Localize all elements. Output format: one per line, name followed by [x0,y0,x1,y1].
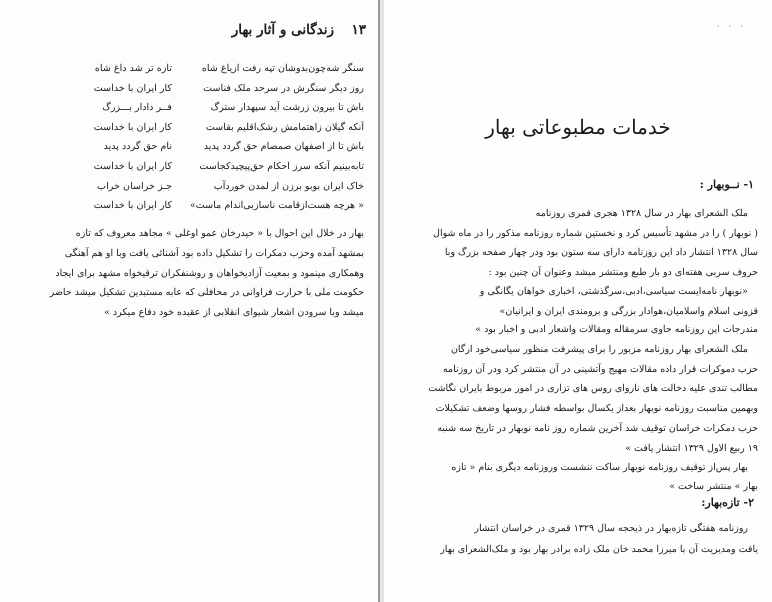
running-title: زندگانی و آثار بهار [231,22,334,38]
print-marks: · · · [716,22,746,32]
verse-first-hemistich: سنگر شه‌چون‌بدوشان تپه رفت ازیاغ شاه [201,63,364,74]
verse-second-hemistich: تازه تر شد داغ شاه [94,63,172,74]
text-line: حکومت ملی با حرارت فراوانی در محافلی که عابه مستبدین تشکیل میشد حاضر [49,287,364,299]
text-line: ملک الشعرای بهار روزنامه مزبور را برای پیشرفت منظور سیاسی‌خود ارگان [450,343,748,355]
verse-first-hemistich: باش تا از اصفهان صمصام حق گردد پدید [203,141,364,153]
left-page [0,0,378,602]
verse-first-hemistich: تابه‌بینیم آنکه سرز احکام حق‌پیچیدکجاست [199,160,364,172]
verse-second-hemistich: کار ایران با خداست [93,200,172,212]
text-line: سال ۱۳۲۸ انتشار داد این روزنامه دارای سه ستون بود ودر چهار صفحه بزرگ وبا [444,247,758,259]
verse [14,177,364,197]
verse [14,59,364,79]
verse-first-hemistich: روز دیگر سنگرش در سرحد ملک فناست [203,82,364,94]
text-line: روزنامه هفتگی تازه‌بهار در ذیحجه سال ۱۳۲۹ قمری در خراسان انتشار [474,523,748,534]
section-heading: ۱- نــوبهار : [699,178,754,191]
text-line: حزب دمکرات خراسان توقیف شد آخرین شماره روز نامه نوبهار در تاریخ سه شنبه [437,422,758,434]
section-heading: ۲- تازه‌بهار: [701,496,754,509]
text-line: حروف سربی هفته‌ای دو بار طبع ومنتشر میشد وعنوان آن چنین بود : [488,266,758,278]
text-line: حزب دموکرات قرار داده مقالات مهیج وآتشینی در آن منتشر کرد ودر آن روزنامه [442,363,758,375]
text-line: بهار پس‌از توقیف روزنامه نوبهار ساکت ننشست وروزنامه دیگری بنام « تازه [451,462,748,473]
text-line: یافت ومدیریت آن با میرزا محمد خان ملک زاده برادر بهار بود و ملک‌الشعرای بهار [440,543,758,555]
text-line: ( نوبهار ) را در مشهد تأسیس کرد و نخستین شماره روزنامه مذکور را در ماه شوال [433,227,758,239]
section-paragraph [398,458,758,496]
verse-first-hemistich: باش تا بیرون زرشت آید سپهدار سترگ [210,102,364,114]
verse-second-hemistich: نام حق گردد پدید [103,141,172,153]
verse-second-hemistich: کار ایران با خداست [93,82,172,94]
text-line: مندرجات این روزنامه حاوی سرمقاله ومقالات واشعار ادبی و اخبار بود » [475,324,758,335]
left-prose [10,224,364,323]
verse-second-hemistich: کار ایران با خداست [93,121,172,133]
poem [14,59,364,216]
verse-first-hemistich: خاک ایران بوبو برزن از لمدن خوردآب [213,180,364,192]
section-paragraph [398,320,758,459]
verse [14,98,364,118]
verse [14,157,364,177]
verse-first-hemistich: آنکه گیلان زاهتمامش رشک‌اقلیم بقاست [205,121,364,133]
verse-second-hemistich: جـز خراسان خراب [97,180,172,192]
right-page [384,0,772,602]
verse-second-hemistich: فــر دادار بـــزرگ [102,102,172,114]
text-line: وبهمین مناسبت روزنامه نوبهار بعداز یکسال بواسطه فشار روسها وضعف تشکیلات [435,403,758,415]
text-line: وهمکاری مینمود و بمعیت آزادیخواهان و روشنفکران ترقیخواه مشهد برای ایجاد [55,267,364,279]
text-line: بهار در خلال این احوال با « حیدرخان عمو اوغلی » مجاهد معروف که تازه [75,228,364,239]
page-number: ۱۳ [351,22,366,38]
verse-second-hemistich: کار ایران با خداست [93,160,172,172]
text-line: ۱۹ ربیع الاول ۱۳۲۹ انتشار یافت » [625,442,758,454]
text-line: ملک الشعرای بهار در سال ۱۳۲۸ هجری قمری روزنامه [535,208,748,219]
text-line: «نوبهار نامه‌ایست سیاسی،ادبی،سرگذشتی، اخباری خواهان یگانگی و [479,286,748,298]
section-paragraph [398,519,758,560]
text-line: قزونی اسلام واسلامیان،هوادار بزرگی و برومندی ایران و ایرانیان» [499,305,758,317]
text-line: بهار » منتشر ساخت » [669,481,758,492]
text-line: میشد وبا سرودن اشعار شیوای انقلابی از عقیده خود دفاع میکرد » [104,307,364,319]
section-paragraph [398,204,758,322]
verse [14,196,364,216]
chapter-title: خدمات مطبوعاتی بهار [485,115,671,139]
verse [14,118,364,138]
text-line: بمشهد آمده وحزب دمکرات را تشکیل داده بود آشنائی یافت وبا او هم آهنگی [64,247,364,259]
verse-first-hemistich: « هرچه هست‌ازقامت ناسازبی‌اندام ماست» [189,200,364,212]
verse [14,137,364,157]
text-line: مطالب تندی علیه دخالت های ناروای روس های تزاری در امور مربوط بایران نگاشت [428,383,758,395]
verse [14,79,364,99]
running-head [10,22,366,44]
